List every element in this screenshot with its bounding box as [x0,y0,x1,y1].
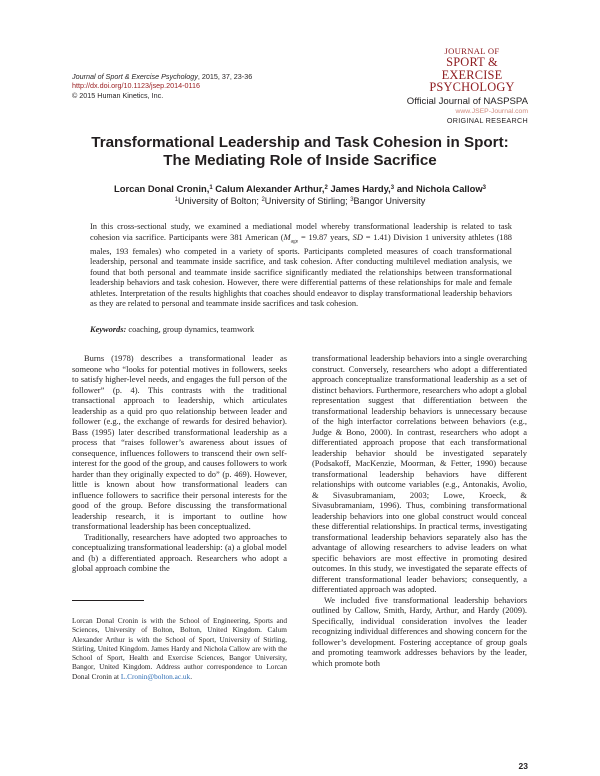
article-section: ORIGINAL RESEARCH [446,115,528,125]
author-list [60,183,540,194]
affil-mark: 3 [350,197,354,203]
abstract-stat-sub: age [290,238,299,245]
keywords [90,325,512,336]
body-paragraph: We included five transformational leadership behaviors outlined by Callow, Smith, Hardy, Arthur, and Hardy (2009). Specifically, individual consideration involves the leader recognizing individual differences and showing concern for the follower’s development. Fostering acceptance of group goals and promoting teamwork addresses behaviors by the leader, which promote both [312,594,527,668]
affiliation: Bangor University [353,196,426,206]
doi-link[interactable]: http://dx.doi.org/10.1123/jsep.2014-0116 [72,81,201,91]
author-name: Lorcan Donal Cronin, [114,183,210,194]
affil-mark: 1 [174,197,179,203]
body-column-right [312,353,527,668]
author-footnote [72,616,287,681]
article-title [60,134,540,171]
body-column-left [72,353,287,574]
journal-citation-block [72,72,252,100]
logo-line-3: PSYCHOLOGY [429,80,515,95]
abstract-stat-sd: SD [352,232,363,242]
author-affil-mark: 3 [390,185,395,191]
page-number: 23 [518,761,528,771]
journal-citation-line [72,72,252,81]
journal-logo [416,47,528,94]
copyright: © 2015 Human Kinetics, Inc. [72,90,164,100]
journal-website[interactable]: www.JSEP-Journal.com [455,107,528,115]
keywords-label: Keywords: [90,325,127,334]
title-line-1: Transformational Leadership and Task Cohesion in Sport: [91,134,509,151]
body-paragraph: Burns (1978) describes a transformational leader as someone who “looks for potential motives in followers, seeks to satisfy higher-level needs, and engages the full person of the follower” (p. 4). This contrasts with the traditional transactional approach to leadership, which articulates leadership as a quid pro quo relationship between leader and follower (e.g., the exchange of rewards for desired behavior). Bass (1995) later described transformational leadership as a process that “raises follower’s awareness about issues of consequence, influences followers to transcend their own self-interest for the good of the group, and causes followers to work harder than they originally expected to do” (p. 469). However, little is known about how transformational leaders can influence followers to sacrifice their personal interests for the good of the group. Before discussing the transformational leadership research, it is important to outline how transformational leadership has been conceptualized. [72,353,287,531]
footnote-text: Lorcan Donal Cronin is with the School of Engineering, Sports and Sciences, University of Bolton, Bolton, United Kingdom. Calum Alexander Arthur is with the School of Sport, University of Stirling, Stirling, United Kingdom. James Hardy and Nichola Callow are with the School of Sport, Health and Exercise Sciences, Bangor University, Bangor, United Kingdom. Address author correspondence to Lorcan Donal Cronin at [72,616,287,681]
author-affil-mark: 3 [482,185,486,191]
journal-name: Journal of Sport & Exercise Psychology [72,72,198,81]
journal-volume: , 2015, 37, 23-36 [197,72,253,81]
author-name: Calum Alexander Arthur, [212,183,325,194]
title-line-2: The Mediating Role of Inside Sacrifice [163,152,437,170]
abstract-text: = 1.41) Division 1 university athletes (188 males, 193 females) who competed in a variety of sports. Participants completed measures of coach transformational leadership, personal and teammate inside sacrifice, and task cohesion. After conducting multilevel mediation analysis, we found that both personal and teammate inside sacrifice significantly mediated the relationships between transformational leadership behaviors and task cohesion. However, there were differential patterns of these relationships for male and female athletes. Interpretation of the results highlights that coaches should endeavor to display transformational leadership behaviors as they are related to personal and teammate inside sacrifices and task cohesion. [90,232,512,309]
official-journal-label: Official Journal of NASPSPA [406,95,528,107]
affiliation: University of Stirling; [264,196,351,206]
author-affil-mark: 2 [324,185,328,191]
correspondence-email-link[interactable]: L.Cronin@bolton.ac.uk [120,671,191,681]
footnote-end: . [190,671,193,681]
keywords-list: coaching, group dynamics, teamwork [126,325,255,334]
body-paragraph: transformational leadership behaviors into a single overarching construct. Conversely, researchers who adopt a differentiated approach conceptualize transformational leadership as a set of distinct behaviors. Furthermore, researchers who adopt a global representation suggest that differentiation between the transformational leadership behaviors is unnecessary because of the high interfactor correlations between behaviors (e.g., Judge & Bono, 2000). In contrast, researchers who adopt a differentiated approach propose that each transformational leadership behavior should be investigated separately (Podsakoff, MacKenzie, Moorman, & Fetter, 1990) because transformational leadership behaviors have different relationships with outcome variables (e.g., Antonakis, Avolio, & Sivasubramaniam, 2003; Lowe, Kroeck, & Sivasubramaniam, 1996). Thus, combining transformational leadership behaviors into one global construct would conceal these differential relationships. In practical terms, investigating transformational leadership behaviors separately also has the advantage of allowing researchers to advise leaders on what specific behaviors are most effective in promoting desired outcomes. In this study, we investigated the separate effects of different transformational leader behaviors; consequently, a differentiated approach was adopted. [312,353,527,594]
logo-line-2: SPORT & EXERCISE [441,55,503,82]
author-affil-mark: 1 [209,185,213,191]
abstract-text: In this cross-sectional study, we examined a mediational model whereby transformational leadership is related to task cohesion via sacrifice. Participants were 381 American ( [90,222,512,242]
footnote-divider [72,600,144,601]
abstract [90,222,512,310]
affiliation: University of Bolton; [178,196,262,206]
logo-line-1: JOURNAL OF [444,46,500,56]
author-name: James Hardy, [327,183,391,194]
journal-branding [328,47,528,125]
author-name: and Nichola Callow [394,183,483,194]
body-paragraph: Traditionally, researchers have adopted two approaches to conceptualizing transformational leadership: (a) a global model and (b) a differentiated approach. Researchers who adopt a global approach combine the [72,531,287,573]
abstract-stat-m: M [283,232,291,242]
abstract-text: = 19.87 years, [298,232,353,242]
affiliation-list [60,196,540,207]
affil-mark: 2 [261,197,265,203]
